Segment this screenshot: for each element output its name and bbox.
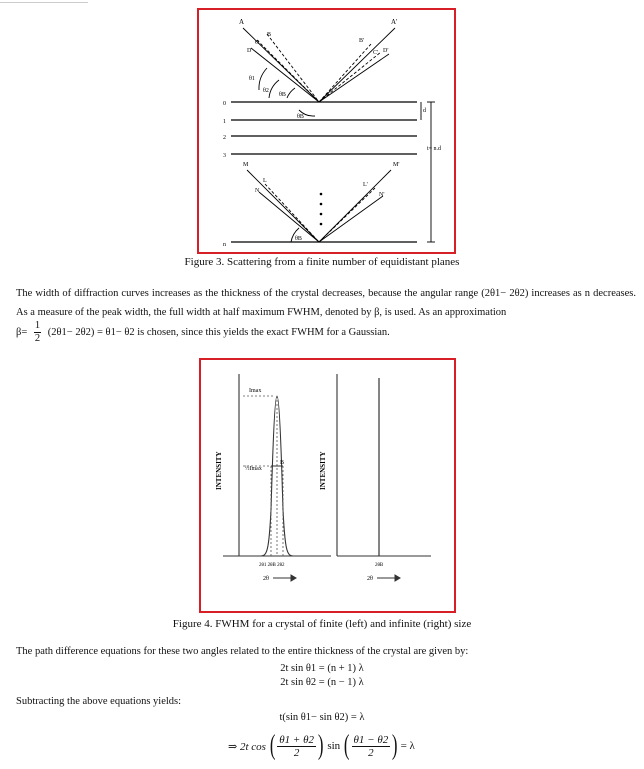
label-L: L [263, 178, 267, 184]
label-intensity-right: INTENSITY [319, 451, 327, 490]
top-rule [0, 2, 88, 3]
beta-eq-prefix: β= [16, 327, 28, 338]
label-plane2: 2 [223, 135, 226, 141]
label-theta1: θ1 [249, 76, 255, 82]
label-axis-left: 2θ [263, 576, 269, 582]
label-imax: Imax [249, 388, 262, 394]
label-L-prime: L' [363, 182, 368, 188]
eq4-prefix: ⇒ 2t cos [228, 740, 266, 753]
label-planeN: n [223, 242, 226, 248]
label-thetaB-bottom: θB [295, 236, 302, 242]
eq4-paren1: ( $\frac{\theta 1 + \theta 2}{2}$ ) [269, 730, 324, 761]
label-plane3: 3 [223, 153, 226, 159]
label-theta2: θ2 [263, 88, 269, 94]
paragraph-subtracting: Subtracting the above equations yields: [16, 696, 182, 707]
beta-frac-num: 1 [34, 320, 41, 331]
ellipsis-dots [320, 193, 323, 226]
bottom-rays [247, 170, 391, 242]
label-plane1: 1 [223, 119, 226, 125]
equation-2: 2t sin θ2 = (n − 1) λ [280, 677, 364, 688]
eq4-suffix: = λ [400, 740, 415, 752]
label-axis-right: 2θ [367, 576, 373, 582]
figure4-caption: Figure 4. FWHM for a crystal of finite (left) and infinite (right) size [172, 618, 472, 630]
label-M-prime: M' [393, 162, 400, 168]
thickness-bracket [421, 102, 435, 242]
eq4-frac1 [277, 734, 316, 759]
figure3-frame [197, 8, 456, 254]
label-C-prime: C' [373, 50, 379, 56]
label-A: A [239, 18, 245, 26]
label-thickness: t= n.d [427, 146, 442, 152]
equation-3: t(sin θ1− sin θ2) = λ [279, 712, 365, 723]
equation-4 [228, 728, 415, 764]
beta-fraction [34, 320, 41, 345]
label-A-prime: A' [391, 18, 398, 26]
eq4-frac2-den: 2 [368, 746, 374, 759]
label-plane0: 0 [223, 101, 226, 107]
beta-equation [16, 320, 390, 345]
equation-1: 2t sin θ1 = (n + 1) λ [280, 663, 364, 674]
eq4-frac1-num: θ1 + θ2 [279, 733, 314, 746]
label-N-prime: N' [379, 192, 385, 198]
label-thetaB-mid: θB [297, 114, 304, 120]
label-ticks-left: 2θ1 2θB 2θ2 [259, 563, 285, 568]
label-intensity-left: INTENSITY [215, 451, 223, 490]
label-C: C [255, 40, 260, 46]
label-N: N [255, 188, 260, 194]
right-axes [337, 374, 431, 556]
label-M: M [243, 162, 249, 168]
figure4-frame [199, 358, 456, 613]
label-B: B [267, 32, 272, 38]
eq4-frac2 [352, 734, 391, 759]
label-B-prime: B' [359, 38, 365, 44]
label-beta: B [280, 460, 285, 466]
paragraph-fwhm: The width of diffraction curves increases as the thickness of the crystal decreases, because the angular range (2θ1− 2θ2) increases as n decreases. As a measure of the peak width, the full width at half maximum FWHM, denoted by β, is used. As an approximation [16, 288, 636, 318]
label-d: d [423, 108, 426, 114]
eq4-paren2: ( $\frac{\theta 1 - \theta 2}{2}$ ) [344, 730, 398, 761]
eq4-sin: sin [327, 740, 341, 752]
label-D-prime: D' [383, 48, 389, 54]
paragraph-path-difference: The path difference equations for these two angles related to the entire thickness of the crystal are given by: [16, 646, 469, 657]
label-D: D [247, 48, 252, 54]
label-half-imax: ½Imax [245, 466, 262, 472]
eq4-frac2-num: θ1 − θ2 [353, 733, 389, 746]
axis-arrows [273, 575, 400, 581]
top-reflected-rays [299, 28, 395, 116]
beta-frac-den: 2 [34, 333, 41, 344]
gaussian-peak [239, 396, 331, 556]
figure3-caption: Figure 3. Scattering from a finite number of equidistant planes [184, 256, 460, 268]
figure3-diagram [199, 10, 454, 252]
label-tick-right: 2θB [375, 563, 384, 568]
label-thetaB-top: θB [279, 92, 286, 98]
beta-eq-rest: (2θ1− 2θ2) = θ1− θ2 is chosen, since this yields the exact FWHM for a Gaussian. [47, 327, 390, 338]
figure4-diagram [201, 360, 454, 611]
left-guides [243, 396, 283, 556]
eq4-frac1-den: 2 [293, 746, 300, 759]
